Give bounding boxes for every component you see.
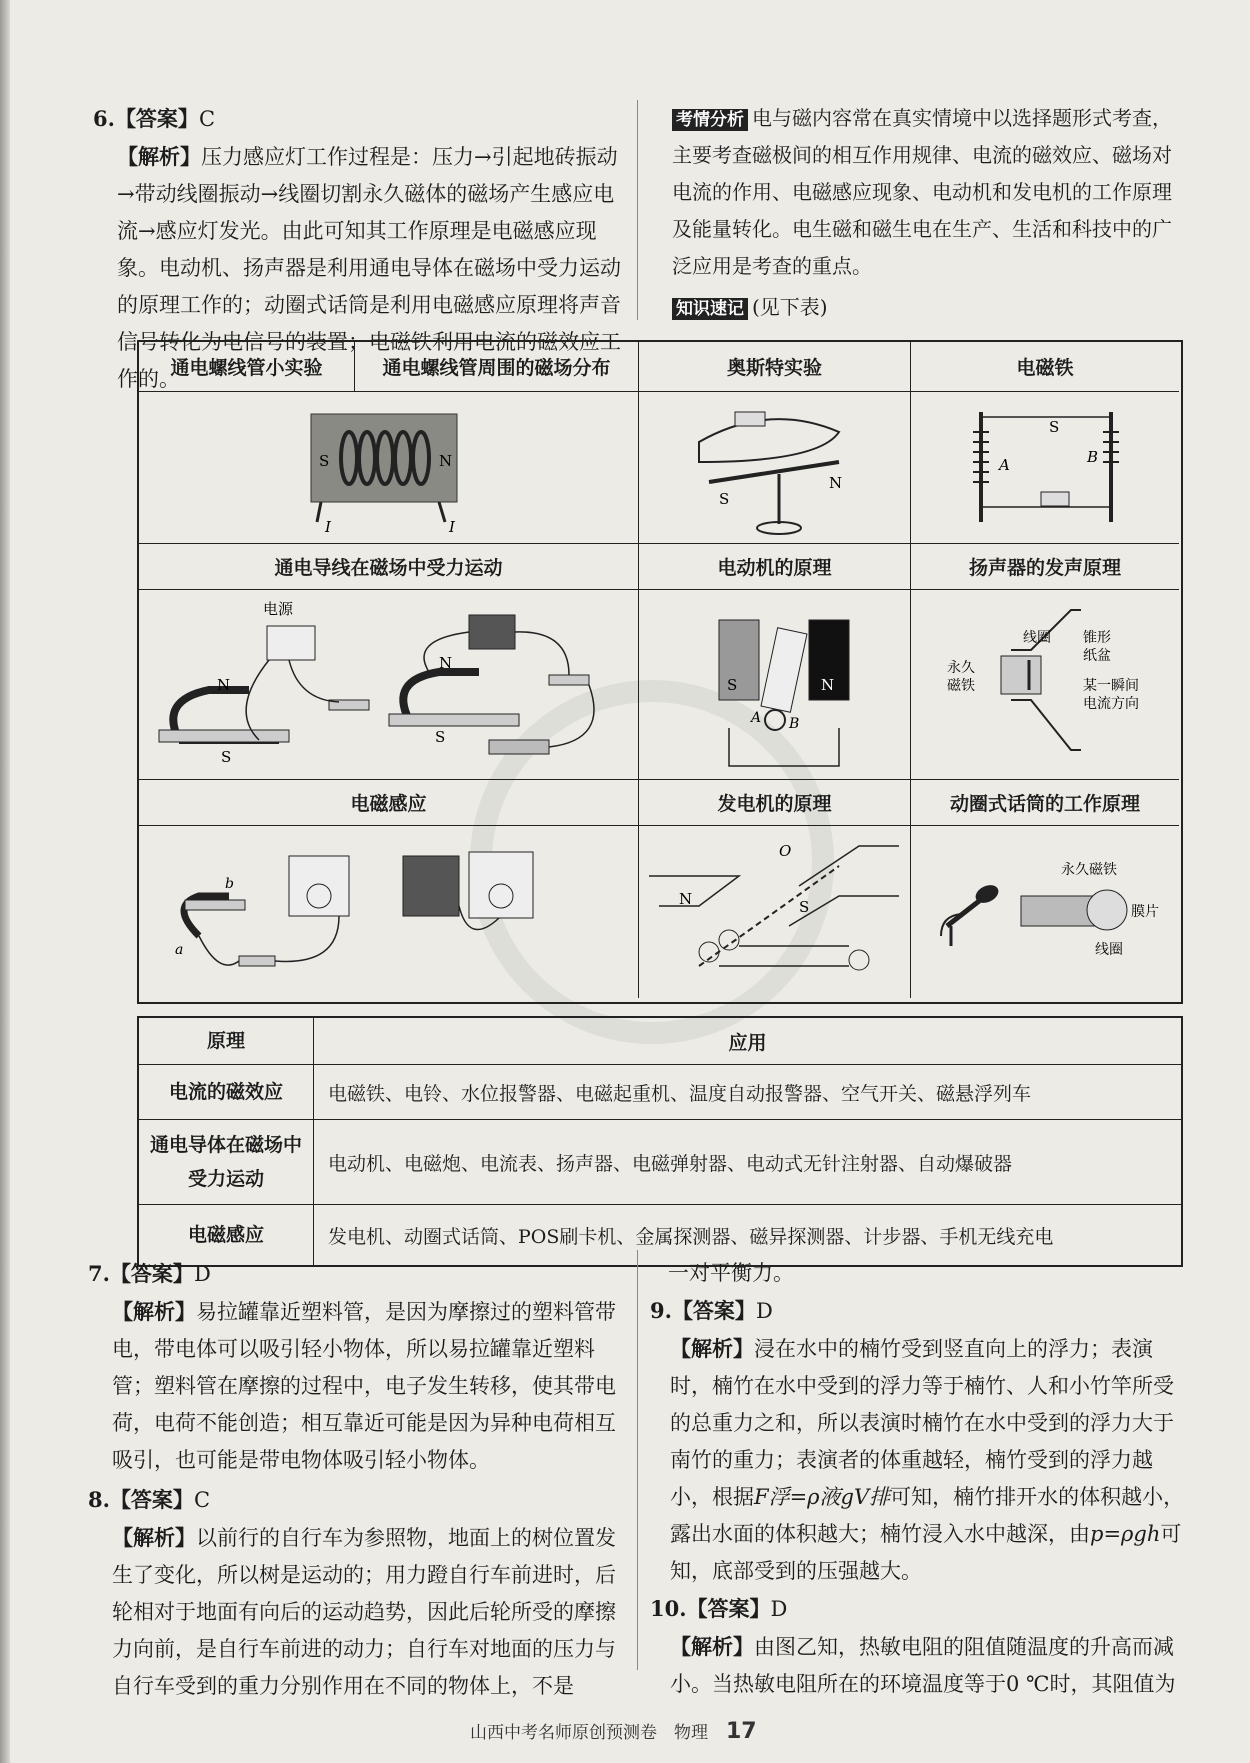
ind-a: a: [175, 942, 184, 958]
q9-formula-buoyancy: F浮=ρ液gV排: [754, 1485, 891, 1509]
fig-motor: [639, 590, 911, 780]
fig-microphone: [911, 826, 1179, 998]
column-divider: [637, 100, 638, 320]
q8-answer: C: [193, 1488, 211, 1512]
page-spine: [0, 0, 10, 1763]
header-force-on-wire: 通电导线在磁场中受力运动: [139, 544, 639, 590]
q7-answer: D: [193, 1262, 211, 1286]
zhishi-label: 知识速记: [672, 298, 748, 320]
table-row: [139, 1120, 1181, 1205]
fig-speaker: [911, 590, 1179, 780]
footer-title: 山西中考名师原创预测卷 物理: [470, 1723, 708, 1743]
induction-figure: [139, 826, 639, 998]
em-B: B: [1087, 448, 1099, 466]
kaoqing-text: 电与磁内容常在真实情境中以选择题形式考查，主要考查磁极间的相互作用规律、电流的磁效应、磁场对电流的作用、电磁感应现象、电动机和发电机的工作原理及能量转化。电生磁和磁生电在生产、生活和科技中的广泛应用是考查的重点。: [672, 106, 1172, 278]
page-number: 17: [726, 1719, 757, 1744]
em-A: A: [999, 456, 1010, 474]
speaker-coil: 线圈: [1023, 630, 1051, 646]
question-7: [88, 1255, 623, 1705]
row-applications: 发电机、动圈式话筒、POS刷卡机、金属探测器、磁异探测器、计步器、手机无线充电: [328, 1225, 1054, 1248]
speaker-figure: [911, 590, 1179, 780]
fig-force: [139, 590, 639, 780]
mic-mag: 永久磁铁: [1061, 862, 1117, 878]
q7-analysis-tag: 【解析】: [112, 1299, 196, 1324]
q7-analysis: 易拉罐靠近塑料管，是因为摩擦过的塑料管带电，带电体可以吸引轻小物体，所以易拉罐靠近塑料管；塑料管在摩擦的过程中，电子发生转移，使其带电荷，电荷不能创造；相互靠近可能是因为异种电荷相互吸引，也可能是带电物体吸引轻小物体。: [112, 1300, 616, 1472]
fig-electromagnet: [911, 392, 1179, 544]
exam-analysis: [672, 100, 1182, 326]
q9-analysis-c: 可知，底部受到的压强越大。: [670, 1522, 1182, 1583]
speaker-mag2: 磁铁: [947, 678, 975, 694]
q6-analysis: 压力感应灯工作过程是：压力→引起地砖振动→带动线圈振动→线圈切割永久磁体的磁场产生感应电流→感应灯发光。由此可知其工作原理是电磁感应现象。电动机、扬声器是利用通电导体在磁场中受力运动的原理工作的；动圈式话筒是利用电磁感应原理将声音信号转化为电信号的装置；电磁铁利用电流的磁效应工作的。: [117, 145, 621, 391]
motor-N: N: [821, 676, 835, 694]
q7-number: 7.: [88, 1261, 110, 1286]
q9-formula-pressure: p=ρgh: [1090, 1522, 1161, 1546]
fig-oersted: [639, 392, 911, 544]
solenoid-I1: I: [325, 518, 331, 536]
principle-table-head: [139, 1018, 1181, 1065]
header-oersted: 奥斯特实验: [639, 342, 911, 392]
gen-O: O: [779, 842, 792, 860]
fig-induction: [139, 826, 639, 998]
q10-answer: D: [770, 1597, 788, 1621]
header-solenoid-field: 通电螺线管周围的磁场分布: [355, 342, 639, 392]
fig-solenoid: [139, 392, 639, 544]
solenoid-figure: [139, 392, 639, 544]
force-power: 电源: [263, 600, 294, 618]
mic-coil: 线圈: [1095, 942, 1123, 958]
q6-answer: C: [198, 107, 216, 131]
generator-figure: [639, 826, 911, 998]
row-principle: 电流的磁效应: [139, 1065, 314, 1119]
force-N1: N: [217, 676, 231, 694]
motor-S: S: [727, 676, 738, 694]
row-principle: 通电导体在磁场中受力运动: [139, 1120, 314, 1204]
microphone-figure: [911, 826, 1179, 998]
header-generator: 发电机的原理: [639, 780, 911, 826]
q7-answer-tag: 【答案】: [109, 1261, 194, 1286]
q8-continuation: 一对平衡力。: [668, 1261, 794, 1285]
solenoid-N: N: [439, 452, 453, 470]
q8-analysis: 以前行的自行车为参照物，地面上的树位置发生了变化，所以树是运动的；用力蹬自行车前进时，后轮相对于地面有向后的运动趋势，因此后轮所受的摩擦力向前，是自行车前进的动力；自行车对地面的压力与自行车受到的重力分别作用在不同的物体上，不是: [112, 1526, 616, 1698]
electromagnet-figure: [911, 392, 1179, 544]
header-microphone: 动圈式话筒的工作原理: [911, 780, 1179, 826]
row-applications: 电磁铁、电铃、水位报警器、电磁起重机、温度自动报警器、空气开关、磁悬浮列车: [328, 1082, 1032, 1105]
q10-analysis-tag: 【解析】: [670, 1634, 754, 1659]
q9-answer: D: [755, 1299, 773, 1323]
diagram-table: [137, 340, 1183, 1004]
column-divider-lower: [637, 1250, 638, 1670]
solenoid-I2: I: [449, 518, 455, 536]
em-S: S: [1049, 418, 1060, 436]
ind-b: b: [225, 876, 234, 892]
head-principle: 原理: [139, 1018, 314, 1064]
speaker-cur2: 电流方向: [1083, 696, 1139, 712]
principle-table: [137, 1016, 1183, 1267]
header-induction: 电磁感应: [139, 780, 639, 826]
force-figure: [139, 590, 639, 780]
motor-A: A: [751, 710, 762, 726]
row-applications: 电动机、电磁炮、电流表、扬声器、电磁弹射器、电动式无针注射器、自动爆破器: [328, 1152, 1013, 1175]
q10-analysis: 由图乙知，热敏电阻的阻值随温度的升高而减小。当热敏电阻所在的环境温度等于0 ℃时，其阻值为: [670, 1635, 1176, 1696]
speaker-cur1: 某一瞬间: [1083, 678, 1139, 694]
q9-analysis-tag: 【解析】: [670, 1336, 754, 1361]
q6-analysis-tag: 【解析】: [117, 144, 201, 169]
row-principle: 电磁感应: [139, 1205, 314, 1265]
zhishi-text: (见下表): [752, 295, 828, 319]
fig-generator: [639, 826, 911, 998]
oersted-S: S: [719, 490, 730, 508]
header-motor: 电动机的原理: [639, 544, 911, 590]
table-row: [139, 1065, 1181, 1120]
speaker-mag1: 永久: [947, 660, 975, 676]
header-speaker: 扬声器的发声原理: [911, 544, 1179, 590]
head-application: 应用: [728, 1031, 767, 1054]
oersted-figure: [639, 392, 911, 544]
motor-B: B: [789, 716, 800, 732]
header-solenoid-experiment: 通电螺线管小实验: [139, 342, 355, 392]
page-footer: [470, 1718, 757, 1744]
q6-number: 6.: [93, 106, 115, 131]
force-S1: S: [221, 748, 232, 766]
q10-number: 10.: [650, 1596, 687, 1621]
speaker-cone2: 纸盆: [1083, 648, 1111, 664]
speaker-cone1: 锥形: [1083, 630, 1111, 646]
oersted-N: N: [829, 474, 843, 492]
q8-answer-tag: 【答案】: [109, 1487, 194, 1512]
q10-answer-tag: 【答案】: [686, 1596, 771, 1621]
kaoqing-label: 考情分析: [672, 109, 748, 131]
q8-analysis-tag: 【解析】: [112, 1525, 196, 1550]
q6-answer-tag: 【答案】: [114, 106, 199, 131]
gen-N: N: [679, 890, 693, 908]
header-electromagnet: 电磁铁: [911, 342, 1179, 392]
motor-figure: [639, 590, 911, 780]
q9-analysis-a: 浸在水中的楠竹受到竖直向上的浮力；表演时，楠竹在水中受到的浮力等于楠竹、人和小竹竿所受的总重力之和，所以表演时楠竹在水中受到的浮力大于南竹的重力；表演者的体重越轻，楠竹受到的浮力越小，根据: [670, 1337, 1174, 1509]
q9-number: 9.: [650, 1298, 672, 1323]
solenoid-S: S: [319, 452, 330, 470]
gen-S: S: [799, 898, 810, 916]
q8-number: 8.: [88, 1487, 110, 1512]
mic-film: 膜片: [1131, 904, 1159, 920]
q9-analysis-b: 可知，楠竹排开水的体积越小，露出水面的体积越大；楠竹浸入水中越深，由: [670, 1485, 1185, 1546]
question-9-10: [650, 1255, 1185, 1703]
force-S2: S: [435, 728, 446, 746]
q9-answer-tag: 【答案】: [671, 1298, 756, 1323]
force-N2: N: [439, 654, 453, 672]
